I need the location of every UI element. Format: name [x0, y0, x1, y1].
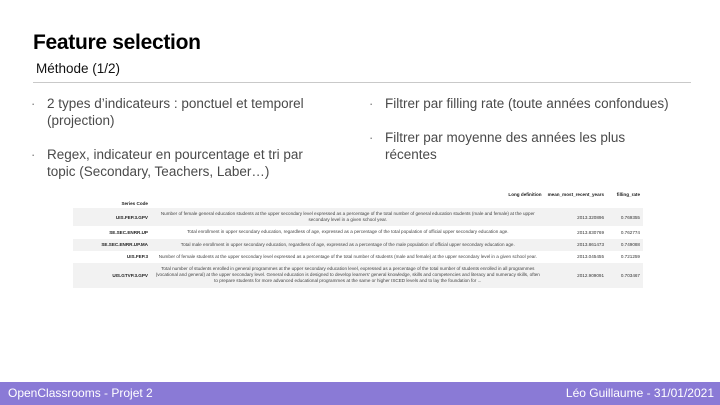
title-divider: [33, 82, 691, 83]
series-definition: Number of female general education students at the upper secondary level expressed as a percentage of the total number of general education students (male and female) at the upper secondary level in a given school year.: [151, 208, 545, 226]
table-header-blank: [73, 190, 151, 199]
bullet-text: Filtrer par filling rate (toute années confondues): [385, 96, 669, 111]
series-filling: 0.703467: [607, 263, 643, 288]
table-header-row: [73, 190, 643, 199]
bullet-dot-icon: ·: [31, 96, 36, 111]
indicator-table: [73, 190, 643, 288]
series-definition: Total number of students enrolled in general programmes at the upper secondary education level, expressed as a percentage of the total number of students enrolled in all programmes (vocational and general) at the upper secondary level. General education is designed to develop learners' general knowledge, skills and competencies and literacy and numeracy skills, often to prepare students for more advanced educational programmes at the same or higher ISCED levels and to lay the foundation for ...: [151, 263, 545, 288]
table-index-row: [73, 199, 643, 208]
bullet-item: [31, 146, 331, 180]
bullet-item: [31, 95, 331, 129]
series-mean: 2013.861473: [545, 239, 607, 251]
bullet-item: [369, 95, 669, 112]
table-header-filling: filling_rate: [616, 192, 640, 197]
series-definition: Total enrollment in upper secondary education, regardless of age, expressed as a percentage of the total population of official upper secondary education age.: [187, 229, 509, 235]
series-filling: 0.762774: [620, 230, 640, 235]
bullet-text: Regex, indicateur en pourcentage et tri par topic (Secondary, Teachers, Laber…): [47, 147, 303, 179]
bullet-list-left: [31, 95, 331, 197]
series-code: UIS.FEP.3.GPV: [73, 208, 151, 226]
series-code: UIS.GTVP.3.GPV: [73, 263, 151, 288]
table-row: [73, 251, 643, 263]
series-code: UIS.FEP.3: [126, 254, 148, 260]
series-mean: 2012.909091: [545, 263, 607, 288]
series-code: SE.SEC.ENRR.UP.MA: [73, 239, 151, 251]
series-definition: Total male enrollment in upper secondary education, regardless of age, expressed as a percentage of the male population of official upper secondary education age.: [151, 239, 545, 251]
series-filling: 0.721259: [620, 254, 640, 260]
bullet-text: 2 types d’indicateurs : ponctuel et temporel (projection): [47, 96, 304, 128]
table-row: [73, 239, 643, 251]
series-mean: 2013.045455: [577, 254, 604, 260]
series-filling: 0.769355: [607, 208, 643, 226]
series-definition: Number of female students at the upper secondary level expressed as a percentage of the total number of students (male and female) at the upper secondary level in a given school year.: [158, 253, 537, 259]
bullet-dot-icon: ·: [369, 130, 374, 145]
table-header-mean: mean_most_recent_years: [547, 192, 604, 197]
series-mean: 2013.830769: [577, 230, 604, 235]
footer-bar: [0, 382, 720, 405]
bullet-list-right: [369, 95, 669, 180]
series-code: SE.SEC.ENRR.UP: [109, 230, 148, 235]
series-filling: 0.749088: [607, 239, 643, 251]
table-row: [73, 263, 643, 288]
slide-subtitle: Méthode (1/2): [36, 61, 121, 76]
table-row: [73, 226, 643, 238]
bullet-dot-icon: ·: [369, 96, 374, 111]
bullet-item: [369, 129, 669, 163]
footer-author-date: Léo Guillaume - 31/01/2021: [565, 386, 714, 400]
bullet-text: Filtrer par moyenne des années les plus récentes: [385, 130, 626, 162]
table-row: [73, 208, 643, 226]
series-mean: 2013.320896: [545, 208, 607, 226]
footer-course: OpenClassrooms - Projet 2: [8, 386, 153, 400]
table-index-label: Series Code: [121, 201, 148, 206]
table-header-definition: Long definition: [508, 192, 542, 197]
slide-title: Feature selection: [33, 31, 201, 54]
bullet-dot-icon: ·: [31, 147, 36, 162]
